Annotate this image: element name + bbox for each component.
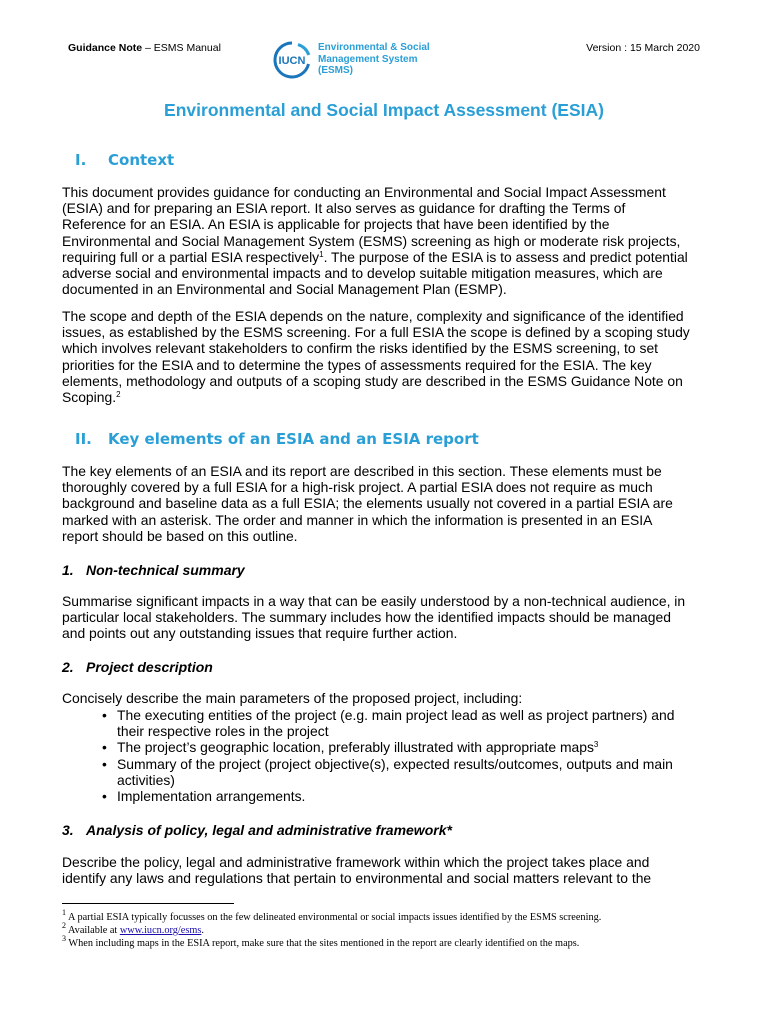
esms-link[interactable]: www.iucn.org/esms [119, 925, 202, 936]
header-doc-type: Guidance Note – ESMS Manual [68, 42, 221, 54]
subheading-non-technical-summary: 1. Non-technical summary [62, 562, 245, 578]
footnote-ref-1: 1 [319, 249, 324, 259]
header-guidance-note: Guidance Note [68, 42, 143, 54]
key-elements-paragraph: The key elements of an ESIA and its report are described in this section. These elements must be thoroughly covered by a full ESIA for a high-risk project. A partial ESIA does not require as much background and baseline data as a full ESIA; the elements usually not covered in a partial ESIA are marked with an asterisk. The order and manner in which the information is presented in an ESIA report should be based on this outline. [62, 463, 673, 544]
context-paragraph-1: This document provides guidance for conducting an Environmental and Social Impact Assessment (ESIA) and for preparing an ESIA report. It also serves as guidance for drafting the Terms of Reference for an ESIA. An ESIA is applicable for projects that have been identified by the Environmental and Social Management System (ESMS) screening as high or moderate risk projects, requiring full or a partial ESIA respectively$^1$. The purpose of the ESIA is to assess and predict potential adverse social and environmental impacts and to develop suitable mitigation measures, which are documented in an Environmental and Social Management Plan (ESMP). [62, 184, 688, 298]
list-item: • Summary of the project (project objective(s), expected results/outcomes, outputs and main activities) [62, 756, 674, 788]
list-item: • The project’s geographic location, preferably illustrated with appropriate maps$^3$ [62, 739, 674, 755]
header-esms-manual: ESMS Manual [153, 42, 221, 54]
iucn-logo-icon [272, 40, 312, 80]
footnote-2: $^2$ Available at www.iucn.org/esms. [62, 921, 204, 936]
list-item: • The executing entities of the project (e.g. main project lead as well as project partners) and their respective roles in the project [62, 707, 674, 739]
subheading-project-description: 2. Project description [62, 659, 213, 675]
logo-wordmark: IUCN [278, 55, 306, 67]
section-heading-context: I. Context [75, 151, 175, 169]
footnote-divider [62, 903, 234, 904]
footnote-ref-3: 3 [593, 740, 599, 750]
section-heading-key-elements: II. Key elements of an ESIA and an ESIA report [75, 430, 479, 448]
footnote-3: $^3$ When including maps in the ESIA report, make sure that the sites mentioned in the report are clearly identified on the maps. [62, 934, 580, 949]
project-description-list [62, 707, 674, 804]
footnote-ref-2: 2 [116, 390, 121, 400]
context-paragraph-2: The scope and depth of the ESIA depends on the nature, complexity and significance of the identified issues, as established by the ESMS screening. For a full ESIA the scope is defined by a scoping study which involves relevant stakeholders to confirm the risks identified by the ESMS screening, to set priorities for the ESIA and to determine the types of assessments required for the ESIA. The key elements, methodology and outputs of a scoping study are described in the ESMS Guidance Note on Scoping.$^2$ [62, 308, 690, 406]
policy-framework-paragraph: Describe the policy, legal and administrative framework within which the project takes place and identify any laws and regulations that pertain to environmental and social matters relevant to the [62, 854, 652, 887]
header-version: Version : 15 March 2020 [586, 42, 700, 54]
non-technical-summary-paragraph: Summarise significant impacts in a way that can be easily understood by a non-technical audience, in particular local stakeholders. The summary includes how the identified impacts should be managed and points out any outstanding issues that require further action. [62, 593, 686, 642]
project-description-intro: Concisely describe the main parameters of the proposed project, including: [62, 690, 523, 706]
header-esms-title: Environmental & Social Management System (ESMS) [318, 42, 430, 76]
list-item: • Implementation arrangements. [62, 788, 674, 804]
subheading-policy-framework: 3. Analysis of policy, legal and administrative framework* [62, 822, 452, 838]
footnote-1: $^1$ A partial ESIA typically focusses on the few delineated environmental or social impacts issues identified by the ESMS screening. [62, 908, 602, 923]
page-title: Environmental and Social Impact Assessment (ESIA) [164, 100, 604, 120]
